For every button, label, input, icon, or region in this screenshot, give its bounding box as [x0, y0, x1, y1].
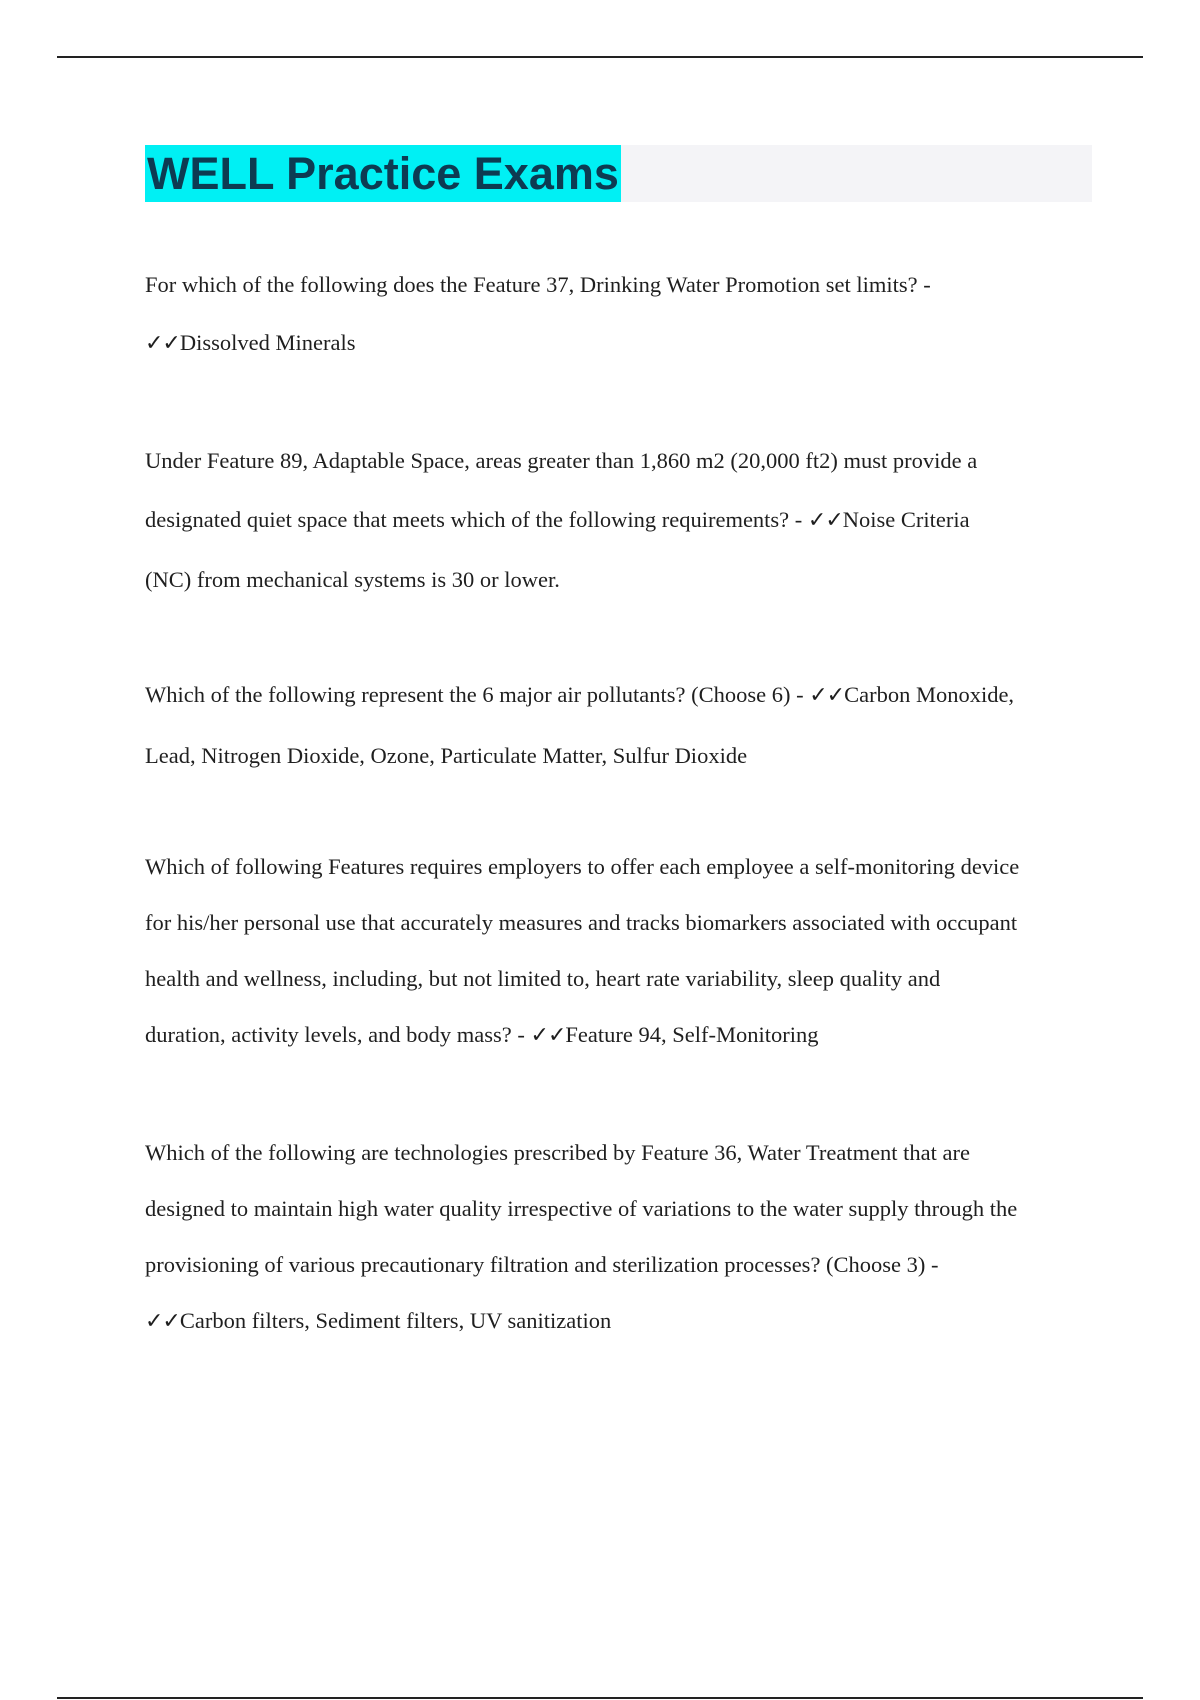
answer-text: Carbon Monoxide,	[844, 682, 1015, 707]
footer-rule	[57, 1697, 1143, 1699]
answer-text: Feature 94, Self-Monitoring	[565, 1022, 819, 1047]
question-line: health and wellness, including, but not limited to, heart rate variability, sleep quality and	[145, 966, 941, 991]
question-line: For which of the following does the Feature 37, Drinking Water Promotion set limits? -	[145, 272, 931, 297]
page-title: WELL Practice Exams	[145, 145, 621, 202]
answer-line	[145, 1293, 1095, 1350]
answer-text: Carbon filters, Sediment filters, UV sanitization	[179, 1308, 612, 1333]
question-line: Which of the following are technologies prescribed by Feature 36, Water Treatment that are	[145, 1140, 971, 1165]
qa-item-5	[145, 1125, 1095, 1350]
header-rule	[57, 56, 1143, 58]
qa-item-3	[145, 665, 1095, 786]
qa-item-4	[145, 839, 1095, 1064]
answer-line: designated quiet space that meets which of the following requirements? - ✓✓Noise Criteria	[145, 507, 970, 533]
check-icon: ✓✓	[809, 683, 845, 708]
question-line: (NC) from mechanical systems is 30 or lower.	[145, 567, 560, 592]
answer-text: Noise Criteria	[842, 507, 970, 532]
question-line: Lead, Nitrogen Dioxide, Ozone, Particulate Matter, Sulfur Dioxide	[145, 743, 748, 768]
check-icon: ✓✓	[145, 331, 180, 356]
answer-line: Which of the following represent the 6 major air pollutants? (Choose 6) - ✓✓Carbon Monoxide,	[145, 682, 1015, 708]
question-line: provisioning of various precautionary filtration and sterilization processes? (Choose 3) -	[145, 1252, 939, 1277]
question-line: Under Feature 89, Adaptable Space, areas greater than 1,860 m2 (20,000 ft2) must provide a	[145, 448, 978, 473]
answer-line	[145, 314, 1095, 373]
qa-item-1	[145, 256, 1095, 373]
question-line: Which of following Features requires employers to offer each employee a self-monitoring device	[145, 854, 1020, 879]
check-icon: ✓✓	[530, 1023, 566, 1048]
qa-item-2	[145, 431, 1095, 609]
answer-text: Dissolved Minerals	[179, 330, 356, 355]
question-line: designed to maintain high water quality irrespective of variations to the water supply through the	[145, 1196, 1018, 1221]
answer-line: duration, activity levels, and body mass? - ✓✓Feature 94, Self-Monitoring	[145, 1022, 819, 1048]
question-line: for his/her personal use that accurately measures and tracks biomarkers associated with occupant	[145, 910, 1018, 935]
check-icon: ✓✓	[807, 508, 843, 533]
check-icon: ✓✓	[145, 1309, 180, 1334]
